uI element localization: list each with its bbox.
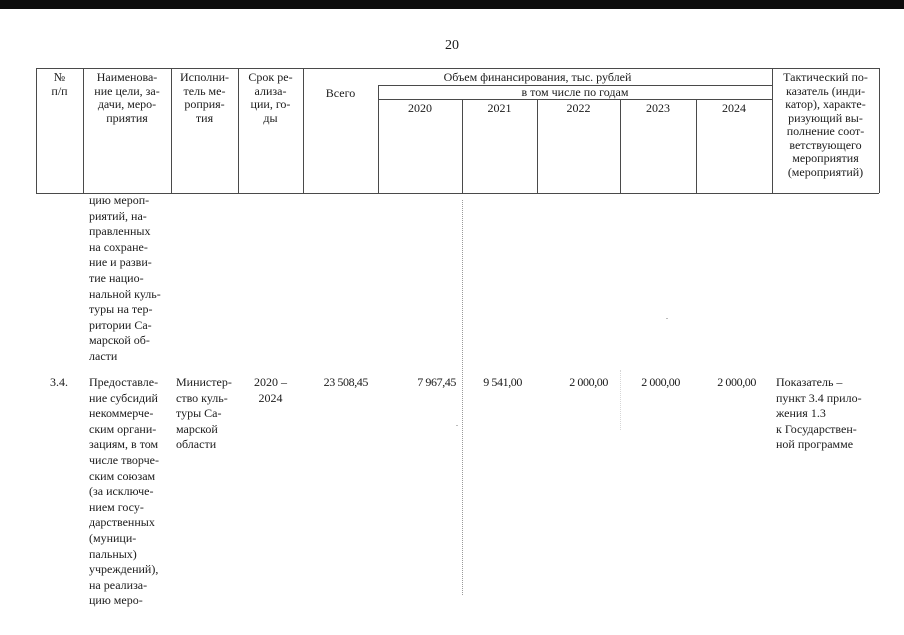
row-2022: 2 000,00 <box>569 375 608 389</box>
row-total: 23 508,45 <box>323 375 368 389</box>
header-year-2023: 2023 <box>646 101 670 115</box>
header-top-line <box>36 68 879 69</box>
row-executor: Министер- ство куль- туры Са- марской области <box>176 375 232 452</box>
row-period: 2020 – 2024 <box>254 375 287 405</box>
scan-speck <box>666 318 668 319</box>
row-2024: 2 000,00 <box>717 375 756 389</box>
faint-col-trace <box>462 200 463 595</box>
row-name: Предоставле- ние субсидий некоммерче- ским органи- зациям, в том числе творче- ским союзам (за исключе- нием госу- дарственных (муници- пальных) учреждений), на реализа- цию меро- <box>89 375 159 608</box>
header-by-years: в том числе по годам <box>521 85 629 99</box>
header-year-2022: 2022 <box>566 101 591 115</box>
header-year-2021: 2021 <box>487 101 512 115</box>
row-indicator: Показатель – пункт 3.4 прило- жения 1.3 к Государствен- ной программе <box>776 375 862 452</box>
header-total: Всего <box>325 86 356 100</box>
col-border <box>879 68 880 193</box>
row-2021: 9 541,00 <box>483 375 522 389</box>
continuation-name: цию мероп- риятий, на- правленных на сохране- ние и разви- тие нацио- нальной куль- туры на тер- ритории Са- марской об- ласти <box>89 193 161 363</box>
header-indicator: Тактический по- казатель (инди- катор), характе- ризующий вы- полнение соот- ветствующего мероприятия (мероприятий) <box>783 70 868 179</box>
row-2023: 2 000,00 <box>641 375 680 389</box>
header-year-2024: 2024 <box>722 101 746 115</box>
row-number: 3.4. <box>50 375 68 389</box>
header-year-2020: 2020 <box>408 101 432 115</box>
header-period: Срок ре- ализа- ции, го- ды <box>248 70 293 125</box>
page-number: 20 <box>445 38 459 53</box>
header-name: Наименова- ние цели, за- дачи, меро- приятия <box>94 70 160 125</box>
header-number: № п/п <box>51 70 68 98</box>
scan-speck <box>456 425 458 426</box>
header-financing-title: Объем финансирования, тыс. рублей <box>443 70 632 84</box>
header-executor: Исполни- тель ме- роприя- тия <box>179 70 230 125</box>
scan-top-border <box>0 0 904 9</box>
row-2020: 7 967,45 <box>417 375 456 389</box>
